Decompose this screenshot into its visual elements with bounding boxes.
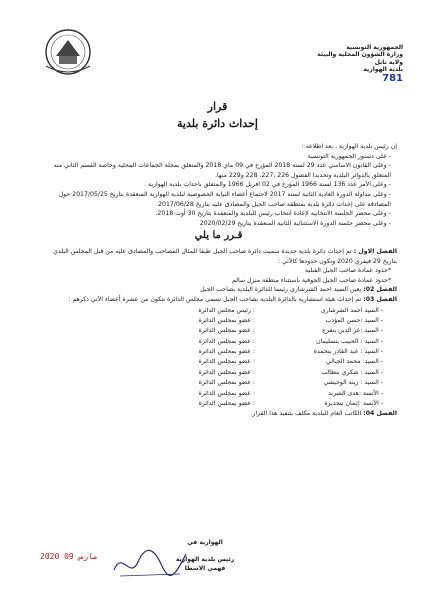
member-name: - السيد : زينة الوحيشي [323, 379, 383, 387]
preamble-item: - وعلى القانون الاساسي عدد 29 لسنة 2018 المؤرخ في 09 ماي 2018 والمتعلق بمجلة الجماعات المحلية وخاصة القسم الثاني منه المتعلق بالدوائر البلدية وتحديدا الفصول 226 ،227، 228 و229 منها. [53, 162, 391, 179]
member-row [40, 357, 397, 367]
document-title: قرار [207, 100, 228, 113]
preamble-item: - وعلى محضر جلسة الدورة الاستثنائية الثانية المنعقدة بتاريخ 2020/02/29 [199, 219, 391, 227]
document-subtitle: إحداث دائرة بلدية [177, 117, 258, 130]
member-name: - السيد: محمد الجبالي [326, 358, 383, 366]
reference-number: 781 [382, 72, 403, 84]
article-3-label: الفصل 03: [363, 295, 397, 303]
signature-block [150, 538, 260, 573]
member-row [40, 389, 397, 399]
article-3 [40, 295, 397, 305]
member-row [40, 368, 397, 378]
article-3-text: تم إحداث هيئة استشارية بالدائرة البلدية بصاحب الجبل تسمى مجلس الدائرة تتكون من عشرة أعضاء الآتي ذكرهم : [68, 295, 362, 303]
member-name: - السيد :عز الدين بنفرج [322, 327, 383, 335]
preamble-item: - وعلى محضر الجلسة الانتخابية لإعادة انتخاب رئيس للبلدية والمنعقدة بتاريخ 30 أوت 2018. [155, 210, 391, 218]
article-4-label: الفصل 04: [363, 410, 397, 418]
article-4-text: الكاتب العام للبلدية مكلف بتنفيذ هذا القرار. [250, 410, 362, 418]
member-role: : رئيس مجلس الدائرة [198, 306, 255, 314]
preamble-item: - على دستور الجمهورية التونسية [307, 152, 391, 160]
member-row [40, 306, 397, 316]
member-row [40, 316, 397, 326]
preamble-intro: إن رئيس بلدية الهوارية ، بعد اطلاعه : [301, 143, 397, 150]
member-row [40, 337, 397, 347]
date-stamp: 2020 مارس 09 [40, 552, 98, 561]
article-4 [40, 409, 397, 419]
article-2 [40, 285, 397, 295]
council-members-list [40, 306, 397, 410]
member-name: - الآنسة :إيمان بنجديرة [324, 400, 383, 408]
article-1-text: تم إحداث دائرة بلدية جديدة سميت دائرة صاحب الجبل طبقا للمثال المصاحب والمصادق عليه من قبل المجلس البلدي بتاريخ 29 فيفري 2020 وتكون حدودها كالآتي : [53, 247, 397, 265]
boundary-item: *حدود عمادة صاحب الجبل الجوفية باستثناء منطقة منزل سالم [232, 276, 391, 284]
article-1-label: الفصل الاول : [353, 247, 397, 255]
decision-heading: قـرر ما يلي [194, 230, 243, 242]
letterhead-line: بلدية الهوارية [363, 66, 403, 74]
preamble-item: - وعلى مداولة الدورة العادية الثانية لسنة 2017 لاجتماع أعضاء النيابة الخصوصية لبلدية الهوارية المنعقدة بتاريخ 2017/05/25 حول المصادقة على إحداث دائرة بلدية بمنطقة صاحب الجبل والمصادق عليه بتاريخ 2017/06/28. [58, 190, 391, 208]
member-role: : عضو بمجلس الدائرة [198, 389, 255, 397]
member-name: - السيد : شكري بنطالب [321, 368, 383, 376]
member-role: : عضو بمجلس الدائرة [198, 358, 255, 366]
member-name: - السيد احمد الشرشاري [320, 306, 383, 314]
member-name: - السيد : عبد القادر بنحمدة [313, 348, 383, 356]
member-role: : عضو بمجلس الدائرة [198, 348, 255, 356]
member-role: : عضو بمجلس الدائرة [198, 327, 255, 335]
member-row [40, 378, 397, 388]
article-2-label: الفصل 02: [363, 286, 397, 294]
member-role: : عضو بمجلس الدائرة [198, 379, 255, 387]
mayor-title: رئيس بلدية الهوارية [175, 556, 235, 563]
boundary-item: *حدود عمادة صاحب الجبل القبلية [305, 267, 391, 275]
letterhead-line: وزارة الشؤون المحلية والبيئة [317, 51, 403, 59]
member-name: - الآنسة :هدى الشريد [328, 389, 383, 397]
member-role: : عضو بمجلس الدائرة [198, 368, 255, 376]
member-name: - السيد : الحبيب بنسليمان [316, 337, 383, 345]
letterhead-line: ولاية نابل [374, 58, 403, 66]
signing-place: الهوارية في [187, 539, 223, 546]
member-row [40, 326, 397, 336]
article-2-text: يعين السيد احمد الشرشاري رئيسا للدائرة البلدية بصاحب الجبل [200, 286, 362, 294]
mayor-name: فهمي الاسطا [184, 565, 226, 572]
member-role: : عضو بمجلس الدائرة [198, 337, 255, 345]
preamble-item: - وعلى الأمر عدد 136 لسنة 1966 المؤرخ في 02 افريل 1966 والمتعلق باحداث بلدية الهوارية . [144, 181, 391, 189]
member-role: : عضو بمجلس الدائرة [198, 400, 255, 408]
member-role: : عضو بمجلس الدائرة [198, 316, 255, 324]
document-body [40, 142, 397, 419]
member-row [40, 347, 397, 357]
member-name: - السيد :حسن المؤدب [325, 316, 383, 324]
article-1 [40, 247, 397, 266]
letterhead-line: الجمهورية التونسية [346, 44, 403, 51]
member-row [40, 399, 397, 409]
letterhead [263, 44, 403, 82]
coat-of-arms-emblem [38, 26, 98, 78]
